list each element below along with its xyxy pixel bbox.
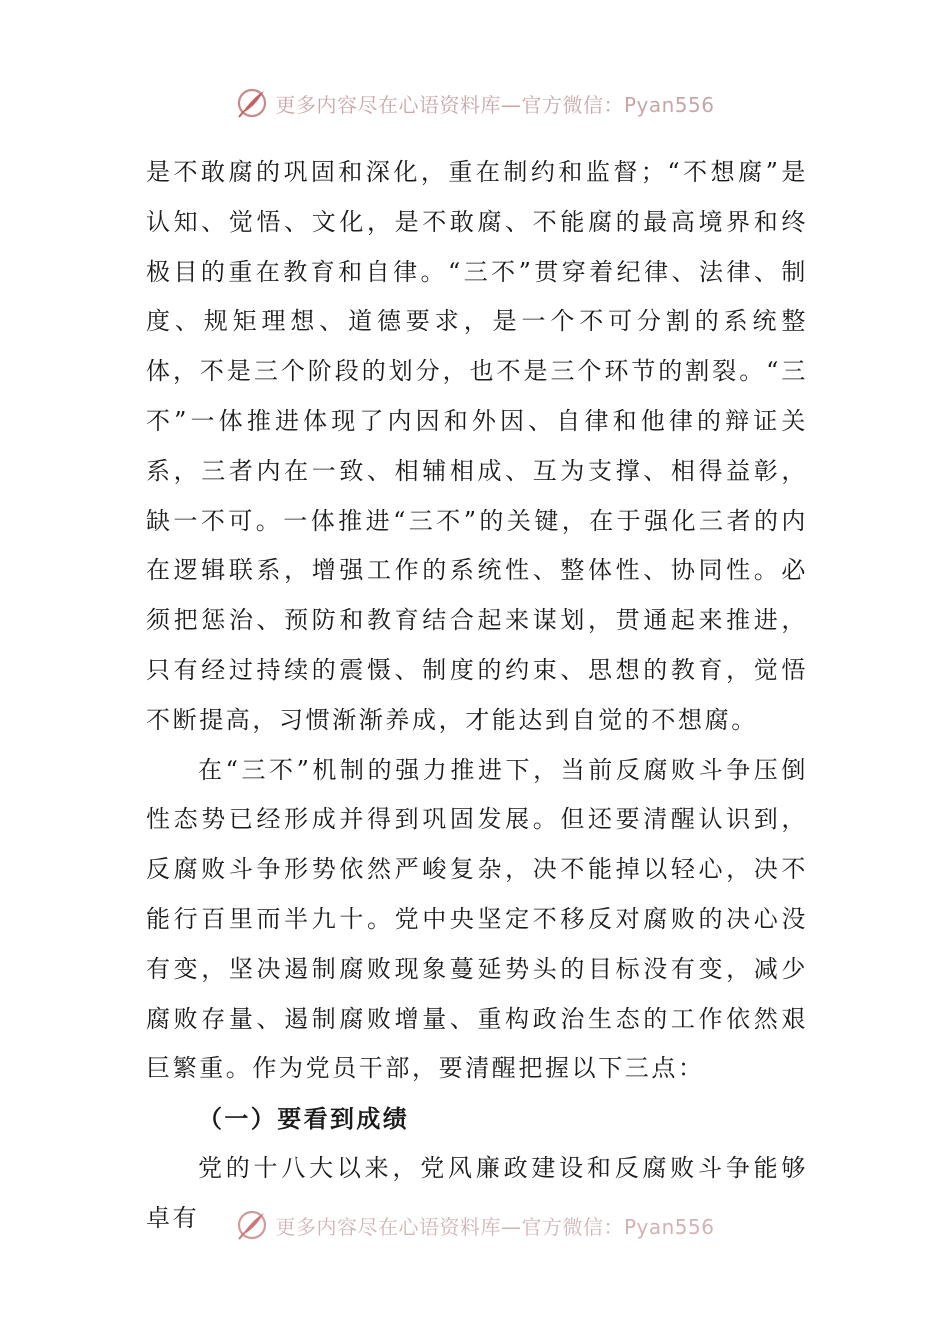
document-body [146, 148, 808, 1244]
watermark-text: 更多内容尽在心语资料库—官方微信：Pyan556 [275, 1214, 715, 1239]
paragraph: 在“三不”机制的强力推进下，当前反腐败斗争压倒性态势已经形成并得到巩固发展。但还要清醒认识到，反腐败斗争形势依然严峻复杂，决不能掉以轻心，决不能行百里而半九十。党中央坚定不移反对腐败的决心没有变，坚决遏制腐败现象蔓延势头的目标没有变，减少腐败存量、遏制腐败增量、重构政治生态的工作依然艰巨繁重。作为党员干部，要清醒把握以下三点： [146, 755, 808, 1083]
watermark-text: 更多内容尽在心语资料库—官方微信：Pyan556 [275, 92, 715, 117]
paragraph: 党的十八大以来，党风廉政建设和反腐败斗争能够卓有 [146, 1153, 808, 1232]
section-heading: （一）要看到成绩 [198, 1104, 410, 1134]
quill-logo-icon [235, 1208, 269, 1242]
header-watermark [0, 86, 950, 120]
quill-logo-icon [235, 86, 269, 120]
paragraph-continued: 是不敢腐的巩固和深化，重在制约和监督；“不想腐”是认知、觉悟、文化，是不敢腐、不能腐的最高境界和终极目的重在教育和自律。“三不”贯穿着纪律、法律、制度、规矩理想、道德要求，是一个不可分割的系统整体，不是三个阶段的划分，也不是三个环节的割裂。“三不”一体推进体现了内因和外因、自律和他律的辩证关系，三者内在一致、相辅相成、互为支撑、相得益彰，缺一不可。一体推进“三不”的关键，在于强化三者的内在逻辑联系，增强工作的系统性、整体性、协同性。必须把惩治、预防和教育结合起来谋划，贯通起来推进，只有经过持续的震慑、制度的约束、思想的教育，觉悟不断提高，习惯渐渐养成，才能达到自觉的不想腐。 [146, 158, 808, 734]
footer-watermark [0, 1208, 950, 1242]
